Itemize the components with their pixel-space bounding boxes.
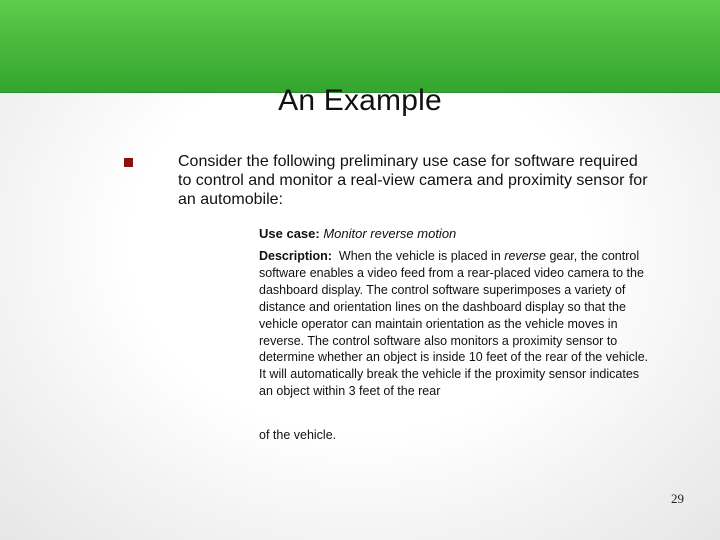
use-case-line bbox=[259, 226, 649, 241]
page-number: 29 bbox=[671, 491, 684, 506]
description-label: Description: bbox=[259, 249, 332, 263]
description-text-after: gear, the control software enables a video feed from a rear-placed video camera to the dashboard display. The control software superimposes a variety of distance and orientation lines on the dashboard display so that the vehicle operator can maintain orientation as the vehicle moves in reverse. The control software also monitors a proximity sensor to determine whether an object is inside 10 feet of the rear of the vehicle. It will automatically break the vehicle if the proximity sensor indicates an object within 3 feet of the rear bbox=[259, 249, 649, 399]
description-emphasis: reverse bbox=[504, 249, 546, 263]
description-text-before: When the vehicle is placed in bbox=[338, 249, 501, 263]
description-paragraph bbox=[259, 248, 649, 400]
use-case-value: Monitor reverse motion bbox=[323, 226, 457, 241]
bullet-text: Consider the following preliminary use case for software required to control and monitor a real-view camera and proximity sensor for an automobile: bbox=[178, 153, 648, 208]
description-tail: of the vehicle. bbox=[259, 428, 337, 442]
use-case-label: Use case: bbox=[259, 226, 320, 241]
header-band bbox=[0, 0, 720, 93]
slide-title: An Example bbox=[278, 84, 442, 117]
bullet-square-icon bbox=[124, 158, 133, 167]
